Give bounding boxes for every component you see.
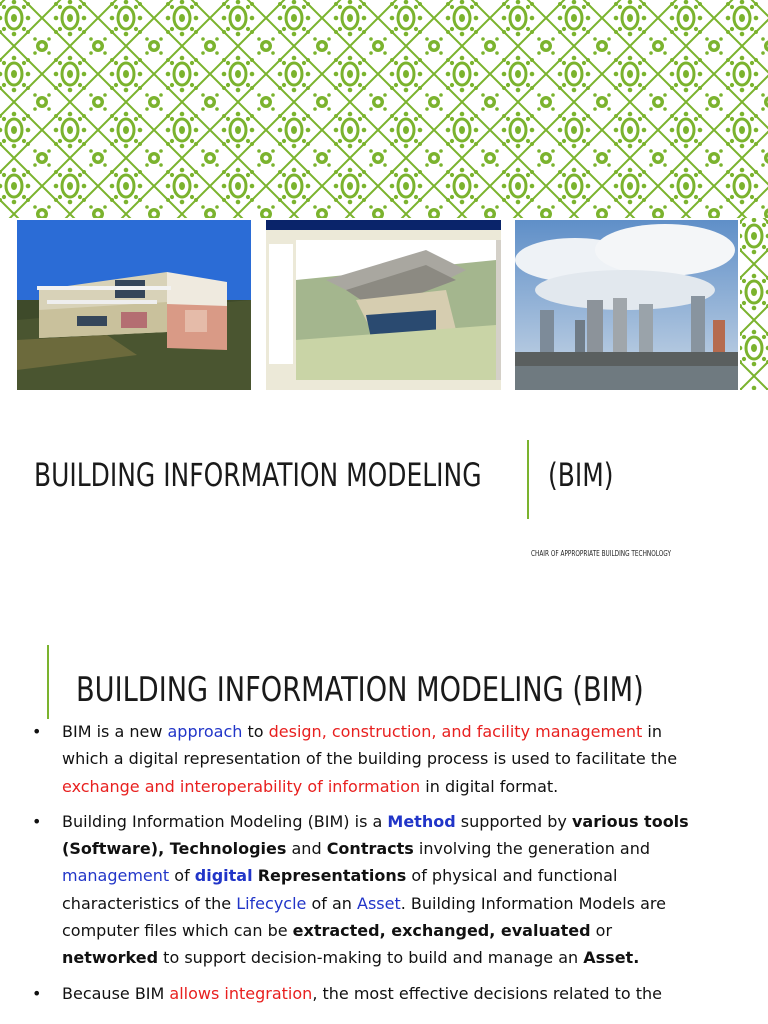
bullet-item-2: [0, 808, 692, 972]
bullet-item-3: [0, 980, 692, 1007]
slide2-title: BUILDING INFORMATION MODELING (BIM): [76, 670, 644, 710]
text: or: [590, 921, 613, 941]
bullet-marker: •: [32, 983, 42, 1003]
content-slide: [0, 625, 768, 1024]
keyword-asset: Asset: [357, 893, 401, 913]
keyword-approach: approach: [167, 722, 243, 741]
slide1-subtitle: CHAIR OF APPROPRIATE BUILDING TECHNOLOGY: [531, 549, 671, 558]
keyword-exchange: exchange and interoperability of information: [62, 776, 421, 796]
keyword-contracts: Contracts: [326, 839, 414, 859]
keyword-lifecycle: Lifecycle: [236, 893, 307, 913]
text: in which a digital representation of the building process is used to facilitate the: [62, 722, 678, 769]
text: of: [169, 866, 195, 886]
text: . Building Information Models are computer files which can be: [62, 893, 666, 941]
cad-software-screenshot: [266, 220, 501, 390]
keyword-various: various tools (Software), Technologies: [62, 811, 689, 859]
slide1-title-suffix: (BIM): [548, 456, 614, 494]
keyword-asset-2: Asset.: [583, 948, 640, 968]
keyword-method: Method: [387, 811, 456, 831]
text: BIM is a new: [62, 722, 168, 741]
text: to: [242, 722, 269, 741]
keyword-representations: Representations: [257, 866, 407, 886]
text: of an: [306, 893, 357, 913]
text: Building Information Modeling (BIM) is a: [62, 811, 388, 831]
green-dot-pattern-header: [0, 0, 768, 218]
bullet-marker: •: [32, 722, 42, 741]
keyword-digital: digital: [194, 866, 253, 886]
bullet-marker: •: [32, 811, 42, 831]
text: in digital format.: [420, 776, 559, 796]
bullet-list: [0, 718, 768, 1015]
text: involving the generation and: [413, 839, 651, 859]
keyword-design: design, construction, and facility management: [268, 722, 643, 741]
title-accent-bar: [47, 645, 49, 719]
city-skyline-photo: [515, 220, 738, 390]
text: supported by: [455, 811, 572, 831]
text: Because BIM: [62, 983, 170, 1003]
keyword-allows: allows integration: [169, 983, 313, 1003]
title-divider-bar: [527, 440, 529, 519]
bullet-item-1: [0, 718, 692, 800]
slide1-title: BUILDING INFORMATION MODELING: [34, 456, 482, 494]
text: , the most effective decisions related to the: [312, 983, 662, 1003]
keyword-extracted: extracted, exchanged, evaluated: [292, 921, 591, 941]
keyword-management: management: [62, 866, 170, 886]
keyword-networked: networked: [62, 948, 159, 968]
text: to support decision-making to build and manage an: [158, 948, 584, 968]
text: of physical and functional characteristics of the: [62, 866, 618, 913]
text: and: [286, 839, 327, 859]
green-dot-pattern-side: [740, 218, 768, 390]
house-render-photo: [17, 220, 251, 390]
